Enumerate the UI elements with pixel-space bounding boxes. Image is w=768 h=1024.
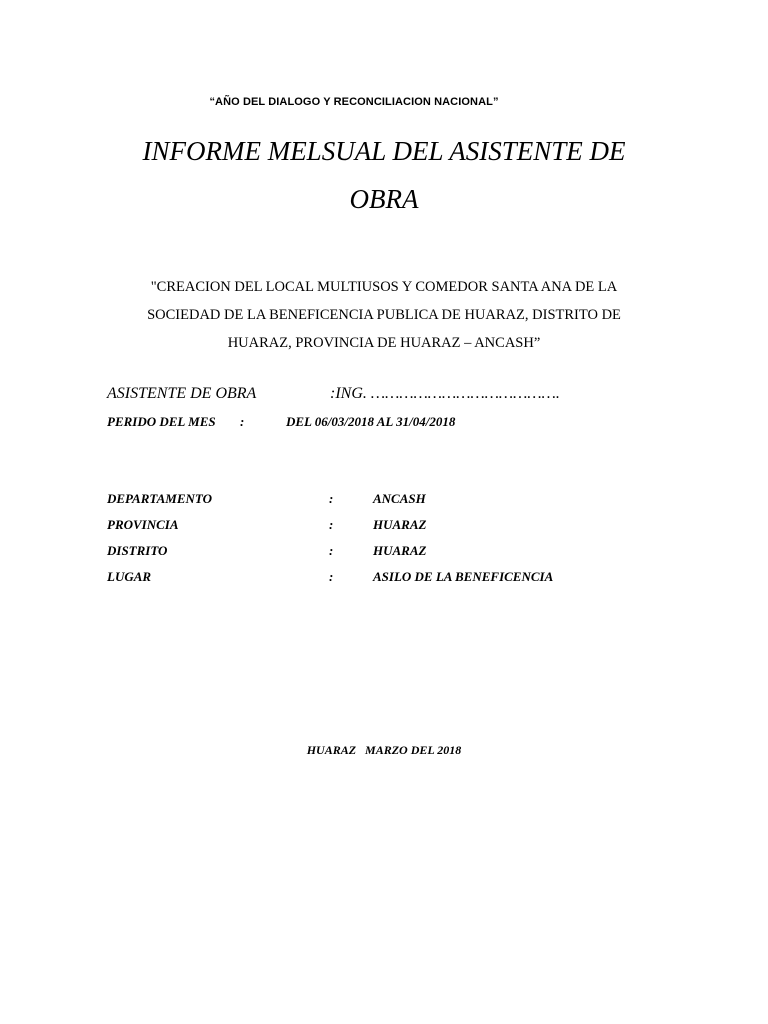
period-label: PERIDO DEL MES: [107, 414, 216, 429]
place-colon: :: [329, 569, 334, 584]
assistant-value: :ING. ………………………………….: [330, 385, 560, 402]
district-colon: :: [329, 543, 334, 558]
place-value: ASILO DE LA BENEFICENCIA: [373, 569, 554, 584]
year-motto: “AÑO DEL DIALOGO Y RECONCILIACION NACIONAL”: [209, 96, 499, 108]
project-name-line-3: HUARAZ, PROVINCIA DE HUARAZ – ANCASH”: [227, 335, 541, 351]
department-colon: :: [329, 491, 334, 506]
report-title-line-2: OBRA: [349, 184, 419, 214]
department-label: DEPARTAMENTO: [107, 491, 212, 506]
period-value: DEL 06/03/2018 AL 31/04/2018: [286, 414, 456, 429]
province-label: PROVINCIA: [107, 517, 179, 532]
district-label: DISTRITO: [107, 543, 168, 558]
project-name-line-1: "CREACION DEL LOCAL MULTIUSOS Y COMEDOR SANTA ANA DE LA: [150, 279, 618, 295]
assistant-label: ASISTENTE DE OBRA: [107, 385, 257, 402]
period-colon: :: [240, 414, 245, 429]
province-colon: :: [329, 517, 334, 532]
place-and-date: HUARAZ MARZO DEL 2018: [306, 743, 462, 757]
project-name-line-2: SOCIEDAD DE LA BENEFICENCIA PUBLICA DE HUARAZ, DISTRITO DE: [147, 307, 621, 323]
place-label: LUGAR: [107, 569, 152, 584]
province-value: HUARAZ: [373, 517, 427, 532]
department-value: ANCASH: [373, 491, 426, 506]
report-title-line-1: INFORME MELSUAL DEL ASISTENTE DE: [142, 136, 626, 166]
district-value: HUARAZ: [373, 543, 427, 558]
